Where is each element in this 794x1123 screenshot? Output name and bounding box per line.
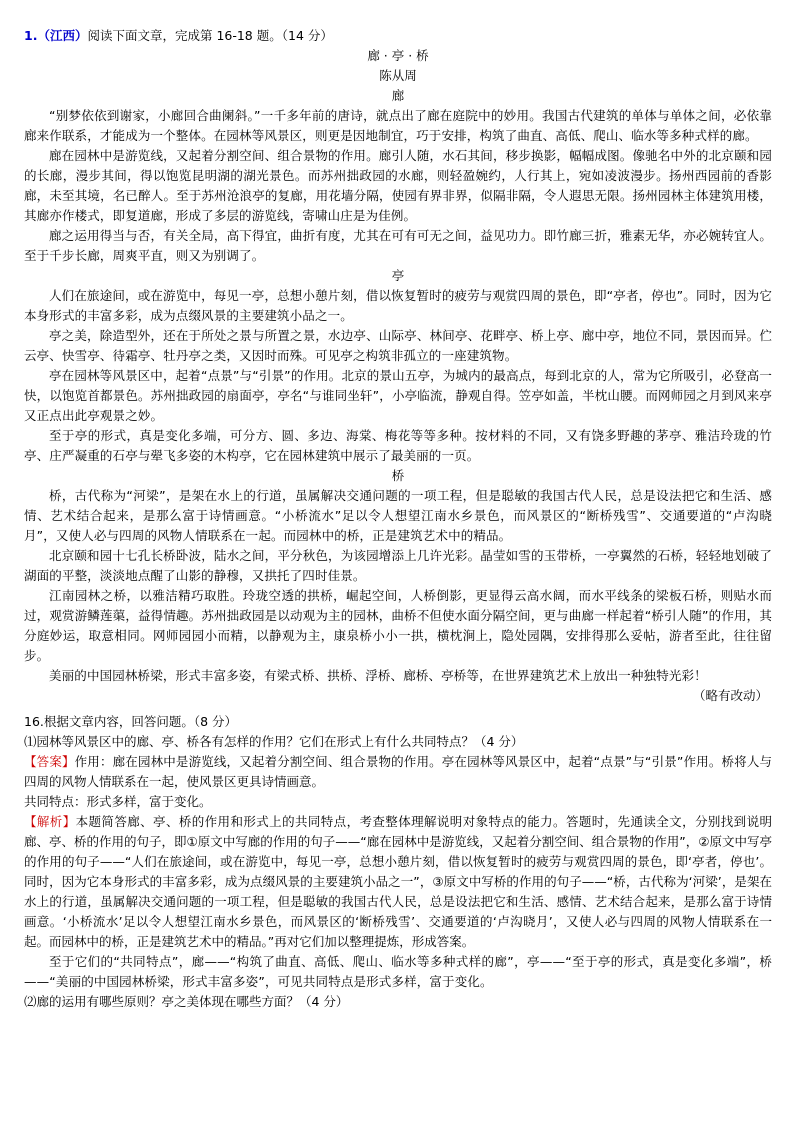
analysis-block (24, 812, 772, 952)
document-page (24, 26, 772, 1012)
analysis-text-2: 至于它们的“共同特点”，廊——“构筑了曲直、高低、爬山、临水等多种式样的廊”，亭——“至于亭的形式，真是变化多端”，桥——“美丽的中国园林桥梁，形式丰富多姿”，可见共同特点是形式多样，富于变化。 (24, 954, 772, 989)
paragraph: 廊之运用得当与否，有关全局，高下得宜，曲折有度，尤其在可有可无之间，益见功力。即竹廊三折，雅素无华，亦必婉转宜人。至于千步长廊，周爽平直，则又为别调了。 (24, 228, 772, 263)
section-heading-ting: 亭 (391, 268, 405, 283)
answer-text: 作用：廊在园林中是游览线，又起着分割空间、组合景物的作用。亭在园林等风景区中，起着“点景”与“引景”作用。桥将人与四周的风物人情联系在一起，使风景区更具诗情画意。 (24, 754, 772, 789)
paragraph: 江南园林之桥，以雅洁精巧取胜。玲珑空透的拱桥，崛起空间，人桥倒影，更显得云高水阔，而水平线条的梁板石桥，则贴水而过，观赏游鳞莲蕖，益得情趣。苏州拙政园是以动观为主的园林，曲桥不但使水面分隔空间，更与曲廊一样起着“桥引人随”的作用，其分庭妙运，取意相同。网师园园小而精，以静观为主，康泉桥小小一拱，横枕涧上，隐处园隅，安排得那么妥帖，游者至此，往往留步。 (24, 588, 772, 663)
answer-label: 【答案】 (24, 754, 75, 769)
question-16-sub1: ⑴园林等风景区中的廊、亭、桥各有怎样的作用？它们在形式上有什么共同特点？（4 分） (24, 734, 524, 749)
analysis-text: 本题简答廊、亭、桥的作用和形式上的共同特点，考查整体理解说明对象特点的能力。答题时，先通读全文，分别找到说明廊、亭、桥的作用的句子，即①原文中写廊的作用的句子——“廊在园林中是游览线，又起着分割空间、组合景物的作用”，②原文中写亭的作用的句子——“人们在旅途间，或在游览中，每见一亭，总想小憩片刻，借以恢复暂时的疲劳与观赏四周的景色，即‘亭者，停也’。同时，因为它本身形式的丰富多彩，成为点缀风景的主要建筑小品之一”，③原文中写桥的作用的句子——“桥，古代称为‘河梁’，是架在水上的行道，虽属解决交通问题的一项工程，但是聪敏的我国古代人民，总是设法把它和生活、感情、艺术结合起来，是那么富于诗情画意。‘小桥流水’足以令人想望江南水乡景色，而风景区的‘断桥残雪’、交通要道的‘卢沟晓月’，又使人必与四周的风物人情联系在一起。而园林中的桥，正是建筑艺术中的精品。”再对它们加以整理提炼，形成答案。 (24, 814, 772, 949)
question-16-prompt: 16.根据文章内容，回答问题。（8 分） (24, 714, 238, 729)
question-source: （江西） (37, 28, 88, 43)
paragraph: 亭之美，除造型外，还在于所处之景与所置之景，水边亭、山际亭、林间亭、花畔亭、桥上亭、廊中亭，地位不同，景因而异。伫云亭、快雪亭、待霜亭、牡丹亭之类，又因时而殊。可见亭之构筑非孤立的一座建筑物。 (24, 328, 772, 363)
question-16-sub2: ⑵廊的运用有哪些原则？亭之美体现在哪些方面？（4 分） (24, 994, 349, 1009)
question-instruction: 阅读下面文章，完成第 16-18 题。（14 分） (87, 28, 333, 43)
paragraph: 至于亭的形式，真是变化多端，可分方、圆、多边、海棠、梅花等等多种。按材料的不同，又有饶多野趣的茅亭、雅洁玲珑的竹亭、庄严凝重的石亭与翚飞多姿的木构亭，它在园林建筑中展示了最美丽的一页。 (24, 428, 772, 463)
paragraph: 美丽的中国园林桥梁，形式丰富多姿，有梁式桥、拱桥、浮桥、廊桥、亭桥等，在世界建筑艺术上放出一种独特光彩！ (49, 668, 707, 683)
question-header (24, 26, 772, 46)
paragraph: “别梦依依到谢家，小廊回合曲阑斜。”一千多年前的唐诗，就点出了廊在庭院中的妙用。我国古代建筑的单体与单体之间，必依靠廊来作联系，才能成为一个整体。在园林等风景区，则更是因地制宜，巧于安排，构筑了曲直、高低、爬山、临水等多种式样的廊。 (24, 108, 772, 143)
analysis-label: 【解析】 (24, 814, 76, 829)
article-title: 廊 · 亭 · 桥 (367, 48, 429, 63)
paragraph: 桥，古代称为“河梁”，是架在水上的行道，虽属解决交通问题的一项工程，但是聪敏的我国古代人民，总是设法把它和生活、感情、艺术结合起来，是那么富于诗情画意。“小桥流水”足以令人想望江南水乡景色，而风景区的“断桥残雪”、交通要道的“卢沟晓月”，又使人必与四周的风物人情联系在一起。而园林中的桥，正是建筑艺术中的精品。 (24, 488, 772, 543)
section-heading-lang: 廊 (391, 88, 405, 103)
answer-block (24, 752, 772, 792)
question-number: 1. (24, 28, 38, 43)
paragraph: 廊在园林中是游览线，又起着分割空间、组合景物的作用。廊引人随，水石其间，移步换影，幅幅成图。像驰名中外的北京颐和园的长廊，漫步其间，得以饱览昆明湖的湖光景色。而苏州拙政园的水廊，则轻盈婉约，人行其上，宛如凌波漫步。扬州西园前的香影廊，未至其境，名已醉人。至于苏州沧浪亭的复廊，用花墙分隔，使园有界非界，似隔非隔，令人遐思无限。扬州园林主体建筑用楼，其廊亦作楼式，即复道廊，形成了多层的游览线，寄啸山庄是为佳例。 (24, 148, 772, 223)
paragraph: 亭在园林等风景区中，起着“点景”与“引景”的作用。北京的景山五亭，为城内的最高点，每到北京的人，常为它所吸引，必登高一快，以饱览首都景色。苏州拙政园的扇面亭，亭名“与谁同坐轩”，小亭临流，静观自得。笠亭如盖，半枕山腰。而网师园之月到风来亭又正点出此亭观景之妙。 (24, 368, 772, 423)
article-author: 陈从周 (379, 68, 417, 83)
common-feature: 共同特点：形式多样，富于变化。 (24, 794, 212, 809)
article-note: （略有改动） (692, 688, 768, 703)
paragraph: 人们在旅途间，或在游览中，每见一亭，总想小憩片刻，借以恢复暂时的疲劳与观赏四周的景色，即“亭者，停也”。同时，因为它本身形式的丰富多彩，成为点缀风景的主要建筑小品之一。 (24, 288, 772, 323)
paragraph: 北京颐和园十七孔长桥卧波，陆水之间，平分秋色，为该园增添上几许光彩。晶莹如雪的玉带桥，一亭翼然的石桥，轻轻地划破了湖面的平整，淡淡地点醒了山影的静穆，又拱托了四时佳景。 (24, 548, 772, 583)
section-heading-qiao: 桥 (391, 468, 405, 483)
